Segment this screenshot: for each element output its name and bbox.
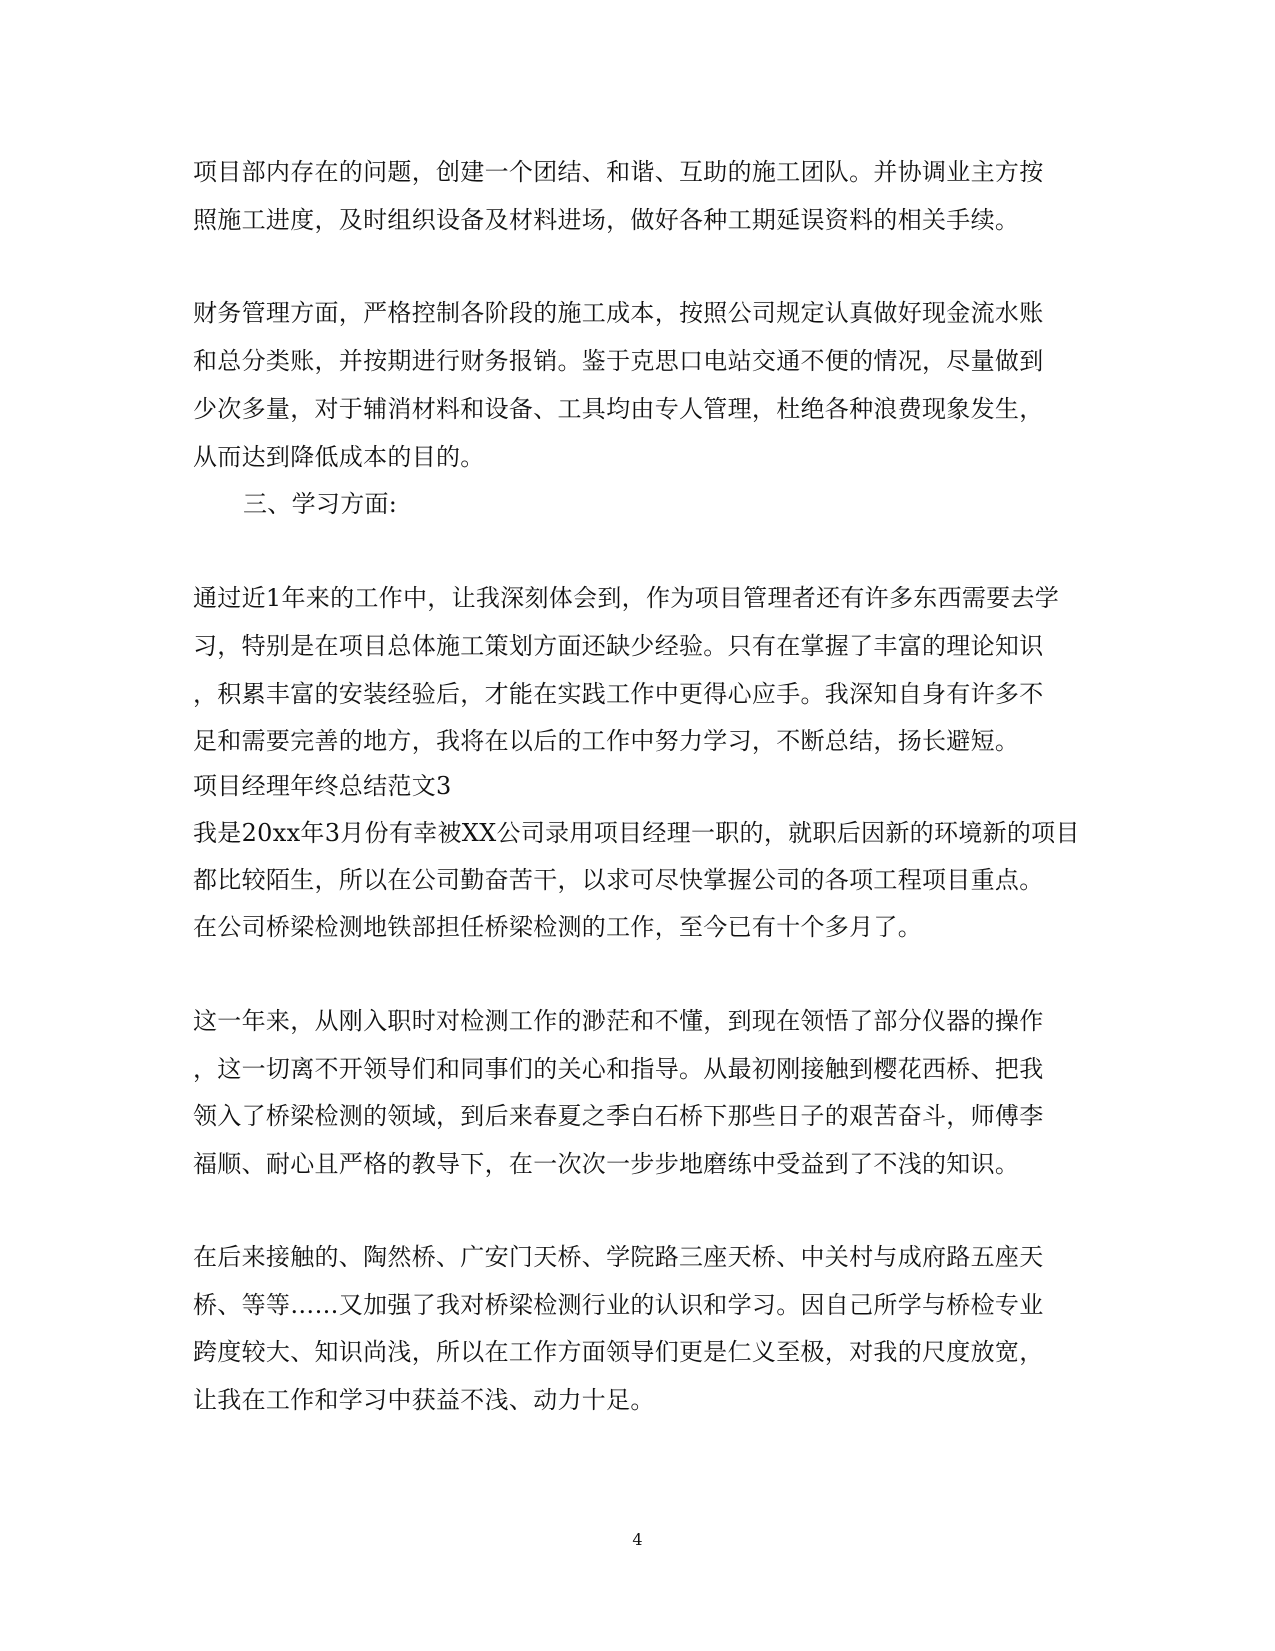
body-text-line: 少次多量，对于辅消材料和设备、工具均由专人管理，杜绝各种浪费现象发生，: [193, 395, 1044, 423]
body-text-line: 领入了桥梁检测的领域，到后来春夏之季白石桥下那些日子的艰苦奋斗，师傅李: [193, 1102, 1044, 1130]
body-text-line: 在公司桥梁检测地铁部担任桥梁检测的工作，至今已有十个多月了。: [193, 913, 922, 941]
body-text-line: 项目部内存在的问题，创建一个团结、和谐、互助的施工团队。并协调业主方按: [193, 158, 1044, 186]
body-text-line: 照施工进度，及时组织设备及材料进场，做好各种工期延误资料的相关手续。: [193, 206, 1020, 234]
body-text-line: 在后来接触的、陶然桥、广安门天桥、学院路三座天桥、中关村与成府路五座天: [193, 1243, 1044, 1271]
body-text-line: 习，特别是在项目总体施工策划方面还缺少经验。只有在掌握了丰富的理论知识: [193, 632, 1044, 660]
article-title: 项目经理年终总结范文3: [193, 772, 452, 800]
body-text-line: ，积累丰富的安装经验后，才能在实践工作中更得心应手。我深知自身有许多不: [193, 680, 1044, 708]
body-text-line: ，这一切离不开领导们和同事们的关心和指导。从最初刚接触到樱花西桥、把我: [193, 1055, 1044, 1083]
body-text-line: 财务管理方面，严格控制各阶段的施工成本，按照公司规定认真做好现金流水账: [193, 299, 1044, 327]
body-text-line: 都比较陌生，所以在公司勤奋苦干，以求可尽快掌握公司的各项工程项目重点。: [193, 866, 1044, 894]
body-text-line: 从而达到降低成本的目的。: [193, 443, 485, 471]
body-text-line: 跨度较大、知识尚浅，所以在工作方面领导们更是仁义至极，对我的尺度放宽，: [193, 1338, 1044, 1366]
body-text-line: 让我在工作和学习中获益不浅、动力十足。: [193, 1386, 655, 1414]
body-text-line: 我是20xx年3月份有幸被XX公司录用项目经理一职的，就职后因新的环境新的项目: [193, 819, 1080, 847]
section-heading: 三、学习方面:: [243, 490, 398, 518]
body-text-line: 通过近1年来的工作中，让我深刻体会到，作为项目管理者还有许多东西需要去学: [193, 584, 1060, 612]
body-text-line: 福顺、耐心且严格的教导下，在一次次一步步地磨练中受益到了不浅的知识。: [193, 1150, 1020, 1178]
body-text-line: 这一年来，从刚入职时对检测工作的渺茫和不懂，到现在领悟了部分仪器的操作: [193, 1007, 1044, 1035]
body-text-line: 桥、等等……又加强了我对桥梁检测行业的认识和学习。因自己所学与桥检专业: [193, 1291, 1044, 1319]
body-text-line: 足和需要完善的地方，我将在以后的工作中努力学习，不断总结，扬长避短。: [193, 727, 1020, 755]
page-number: 4: [632, 1530, 643, 1549]
body-text-line: 和总分类账，并按期进行财务报销。鉴于克思口电站交通不便的情况，尽量做到: [193, 347, 1044, 375]
